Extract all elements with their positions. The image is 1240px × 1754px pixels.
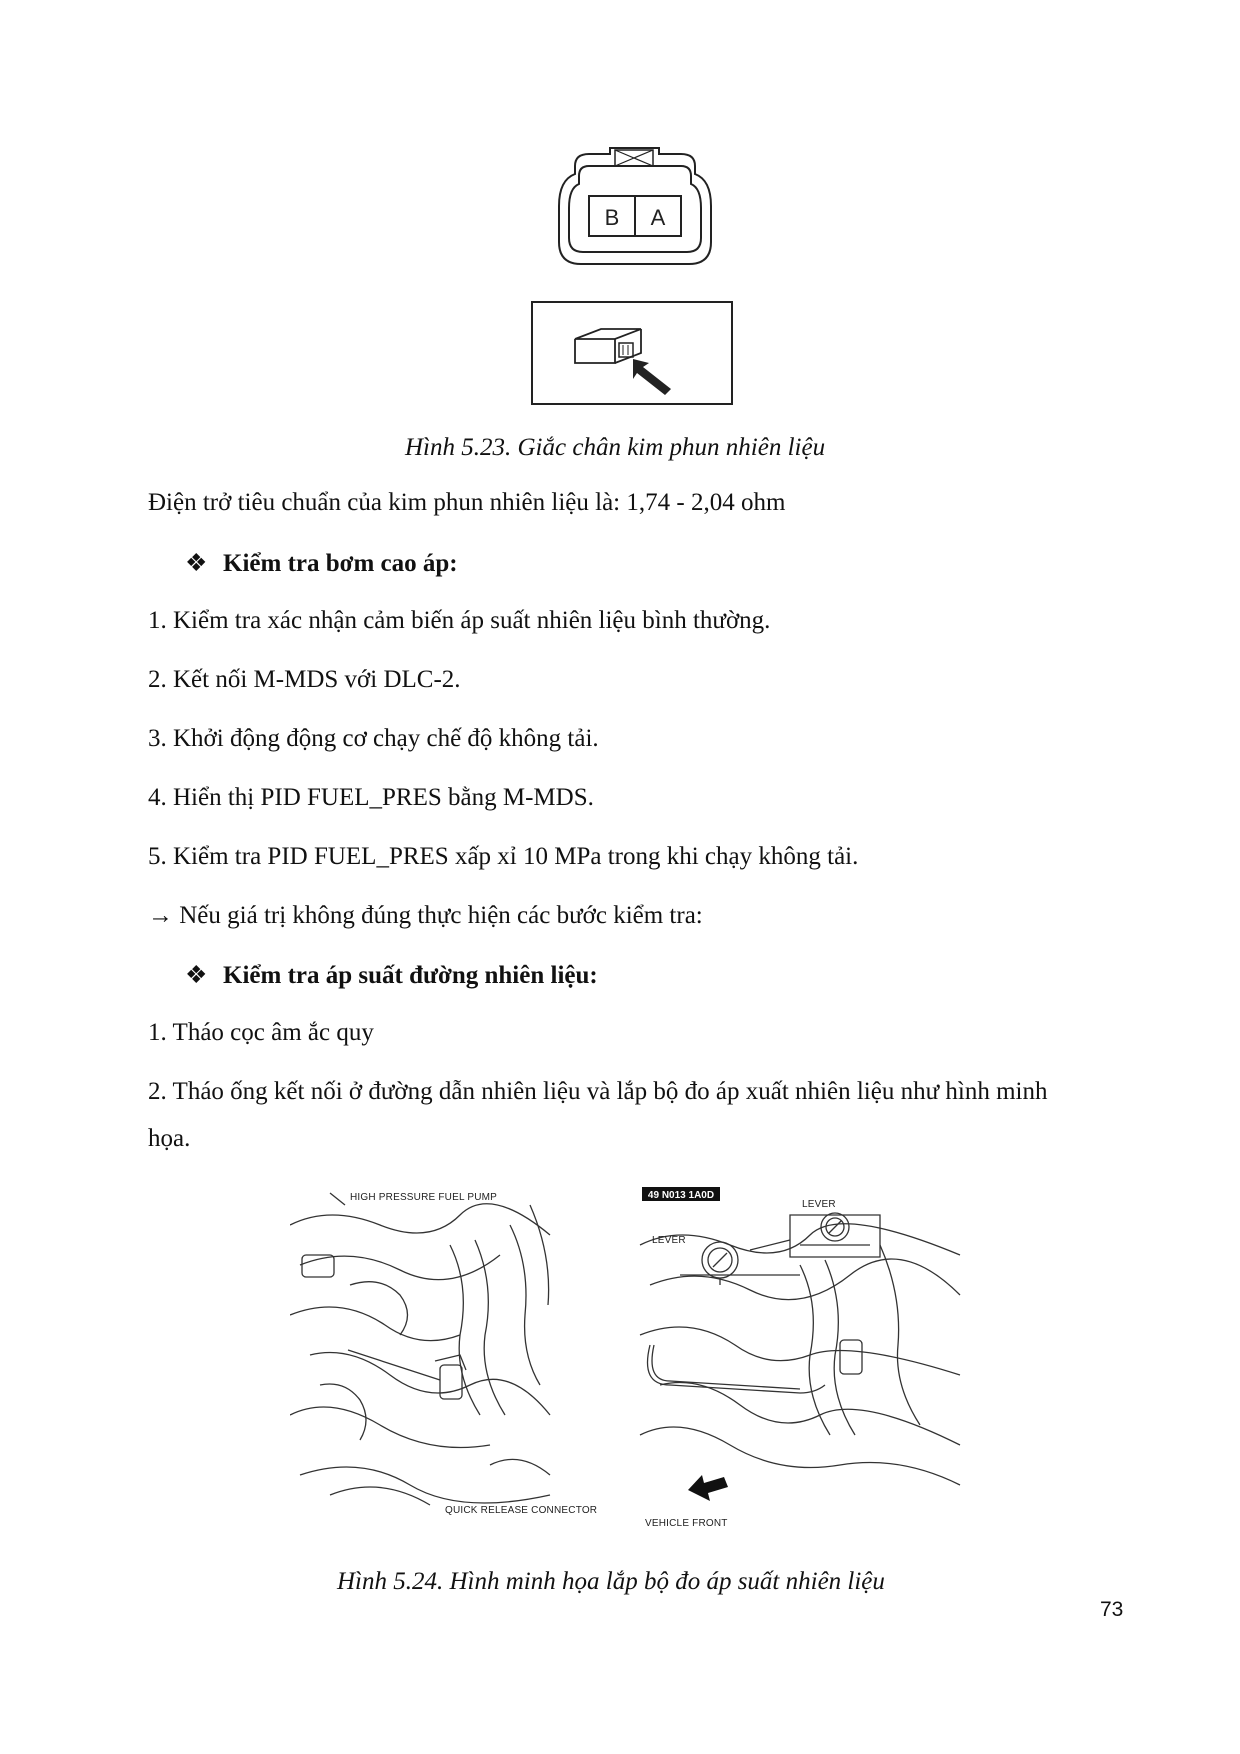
figure-5-24-caption: Hình 5.24. Hình minh họa lắp bộ đo áp suất nhiên liệu: [337, 1568, 885, 1595]
label-lever-main: LEVER: [652, 1235, 686, 1246]
step-1: 1. Kiểm tra xác nhận cảm biến áp suất nhiên liệu bình thường.: [148, 607, 771, 634]
label-lever-gauge-detail: LEVER: [802, 1199, 836, 1210]
step-2: 2. Kết nối M-MDS với DLC-2.: [148, 666, 461, 693]
left-engine-illustration: [290, 1193, 550, 1505]
resistance-spec-text: Điện trở tiêu chuẩn của kim phun nhiên liệu là: 1,74 - 2,04 ohm: [148, 489, 786, 516]
tool-code-badge: [642, 1187, 720, 1201]
step-1: 1. Tháo cọc âm ắc quy: [148, 1019, 374, 1046]
section-heading-high-pressure-pump: [185, 548, 458, 578]
step-4: 4. Hiển thị PID FUEL_PRES bằng M-MDS.: [148, 784, 594, 811]
vehicle-front-arrow-icon: [688, 1475, 728, 1501]
label-vehicle-front: VEHICLE FRONT: [645, 1518, 728, 1529]
diamond-bullet-icon: ❖: [185, 550, 208, 577]
label-high-pressure-fuel-pump: HIGH PRESSURE FUEL PUMP: [350, 1192, 498, 1203]
step-2-continuation: họa.: [148, 1125, 191, 1152]
label-quick-release-connector: QUICK RELEASE CONNECTOR: [445, 1505, 598, 1516]
connector-view-direction-diagram: [531, 301, 733, 405]
step-3: 3. Khởi động động cơ chạy chế độ không tải.: [148, 725, 599, 752]
connector-face-diagram: [555, 146, 715, 268]
step-5: 5. Kiểm tra PID FUEL_PRES xấp xỉ 10 MPa trong khi chạy không tải.: [148, 843, 859, 870]
section-heading-text: Kiểm tra bơm cao áp:: [223, 550, 458, 577]
connector-pin-a-label: A: [650, 205, 666, 230]
step-2: 2. Tháo ống kết nối ở đường dẫn nhiên liệu và lắp bộ đo áp xuất nhiên liệu như hình minh: [148, 1078, 1048, 1105]
tool-code-label: 49 N013 1A0D: [647, 1190, 715, 1201]
section-heading-text: Kiểm tra áp suất đường nhiên liệu:: [223, 962, 598, 989]
connector-pin-b-label: B: [604, 205, 620, 230]
conditional-note: → Nếu giá trị không đúng thực hiện các bước kiểm tra:: [148, 902, 703, 929]
page-number: 73: [1100, 1598, 1124, 1621]
figure-5-23-caption: Hình 5.23. Giắc chân kim phun nhiên liệu: [405, 434, 826, 461]
section-heading-fuel-line-pressure: [185, 960, 598, 990]
view-arrow-icon: [633, 359, 671, 395]
right-engine-illustration: [640, 1213, 960, 1485]
fuel-pressure-gauge-installation-figure: [290, 1185, 970, 1535]
diamond-bullet-icon: ❖: [185, 962, 208, 989]
